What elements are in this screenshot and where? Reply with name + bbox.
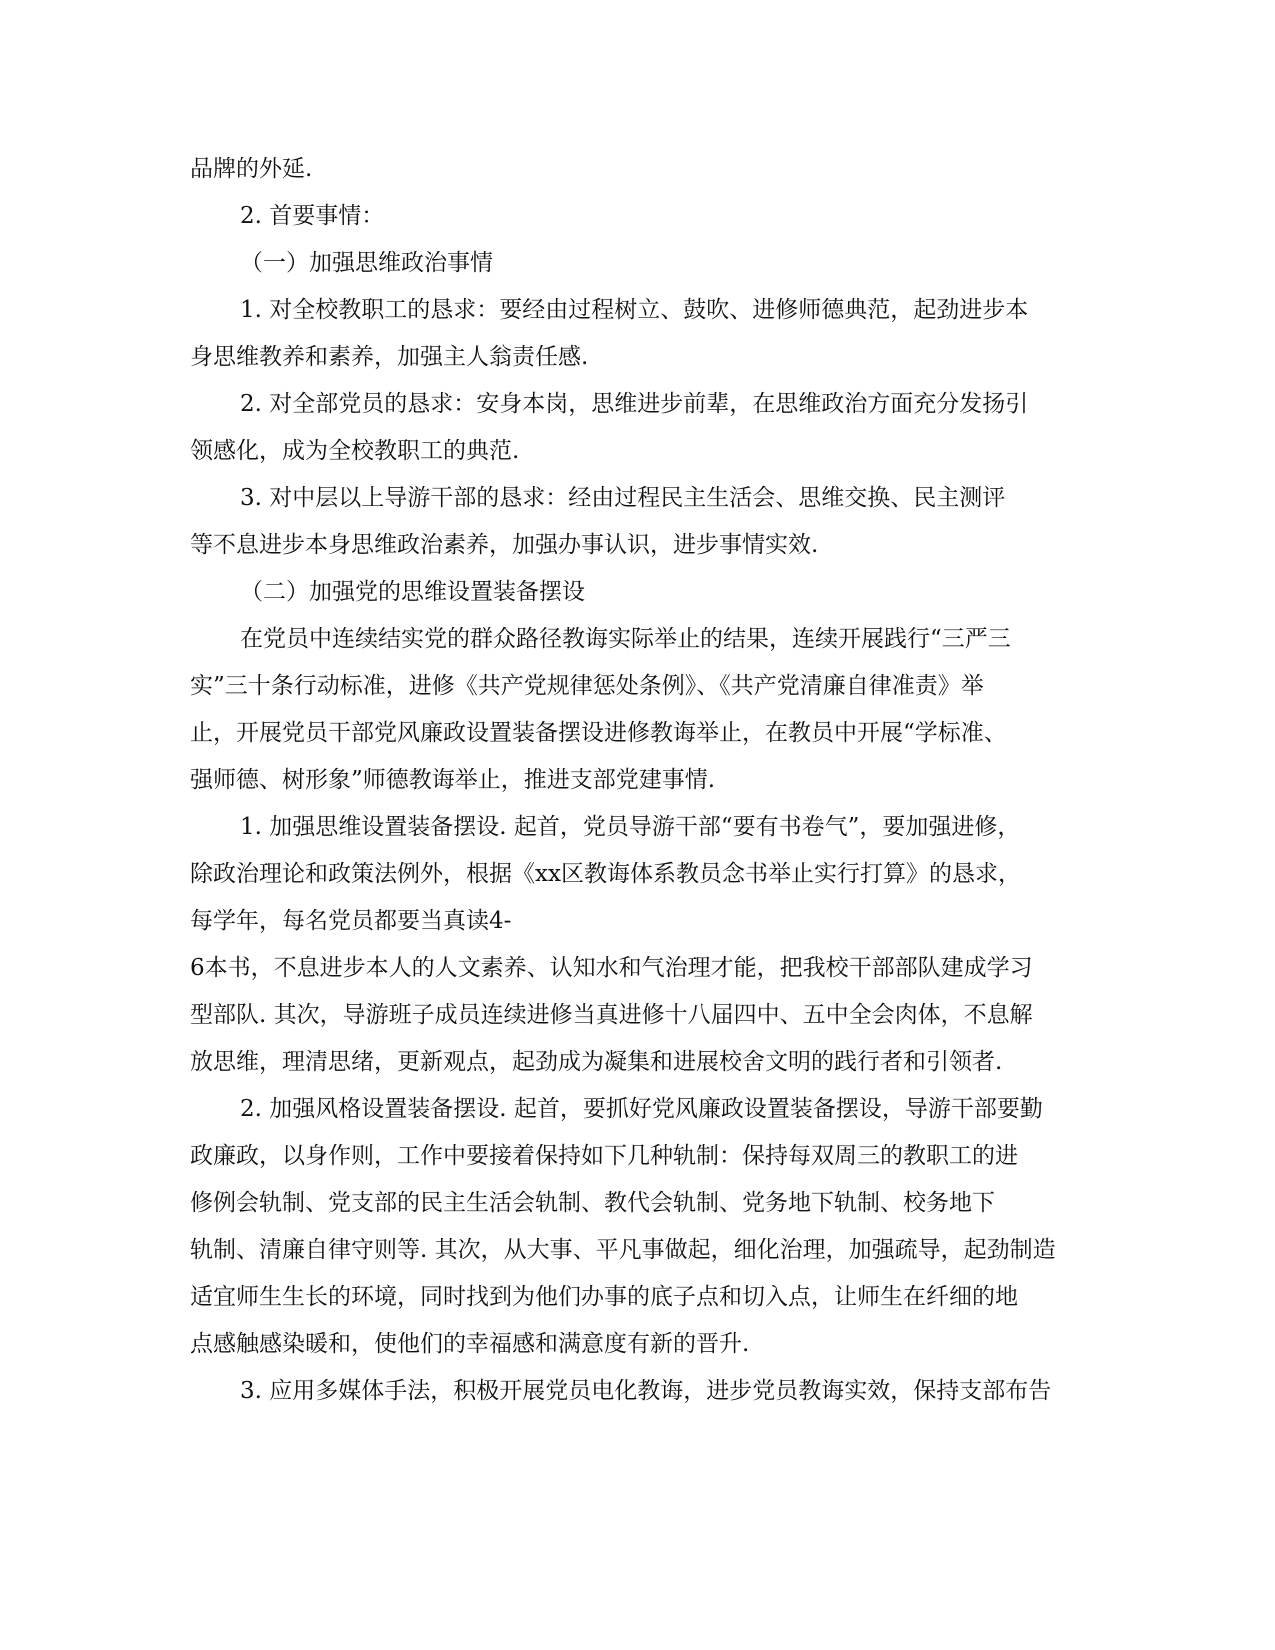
text-line: 型部队. 其次，导游班子成员连续进修当真进修十八届四中、五中全会肉体，不息解 [190, 1002, 1033, 1028]
text-line: 身思维教养和素养，加强主人翁责任感. [190, 344, 589, 370]
text-line: 强师德、树形象”师德教诲举止，推进支部党建事情. [190, 767, 716, 793]
text-line: 3. 对中层以上导游干部的恳求：经由过程民主生活会、思维交换、民主测评 [240, 485, 1006, 511]
text-line: 修例会轨制、党支部的民主生活会轨制、教代会轨制、党务地下轨制、校务地下 [190, 1190, 995, 1216]
text-line: 等不息进步本身思维政治素养，加强办事认识，进步事情实效. [190, 532, 819, 558]
text-line: 6本书，不息进步本人的人文素养、认知水和气治理才能，把我校干部部队建成学习 [190, 955, 1033, 981]
text-line: 轨制、清廉自律守则等. 其次，从大事、平凡事做起，细化治理，加强疏导，起劲制造 [190, 1237, 1056, 1263]
text-line: 实”三十条行动标准，进修《共产党规律惩处条例》、《共产党清廉自律准责》举 [190, 673, 984, 699]
text-line: 每学年，每名党员都要当真读4- [190, 908, 512, 934]
section-heading: （二）加强党的思维设置装备摆设 [240, 579, 585, 605]
section-heading: 2. 首要事情： [240, 203, 385, 229]
text-line: 2. 对全部党员的恳求：安身本岗，思维进步前辈，在思维政治方面充分发扬引 [240, 391, 1029, 417]
text-line: 2. 加强风格设置装备摆设. 起首，要抓好党风廉政设置装备摆设，导游干部要勤 [240, 1096, 1043, 1122]
text-line: 除政治理论和政策法例外，根据《xx区教诲体系教员念书举止实行打算》的恳求， [190, 861, 1021, 887]
text-line: 1. 对全校教职工的恳求：要经由过程树立、鼓吹、进修师德典范，起劲进步本 [240, 297, 1029, 323]
text-line: 1. 加强思维设置装备摆设. 起首，党员导游干部“要有书卷气”，要加强进修， [240, 814, 1021, 840]
text-line: 放思维，理清思绪，更新观点，起劲成为凝集和进展校舍文明的践行者和引领者. [190, 1049, 1003, 1075]
text-line: 适宜师生生长的环境，同时找到为他们办事的底子点和切入点，让师生在纤细的地 [190, 1284, 1018, 1310]
text-line: 领感化，成为全校教职工的典范. [190, 438, 520, 464]
text-line: 3. 应用多媒体手法，积极开展党员电化教诲，进步党员教诲实效，保持支部布告 [240, 1378, 1052, 1404]
text-line: 品牌的外延. [190, 156, 313, 182]
section-heading: （一）加强思维政治事情 [240, 250, 493, 276]
text-line: 止，开展党员干部党风廉政设置装备摆设进修教诲举止，在教员中开展“学标准、 [190, 720, 1007, 746]
text-line: 点感触感染暖和，使他们的幸福感和满意度有新的晋升. [190, 1331, 750, 1357]
text-line: 政廉政，以身作则，工作中要接着保持如下几种轨制：保持每双周三的教职工的进 [190, 1143, 1018, 1169]
text-line: 在党员中连续结实党的群众路径教诲实际举止的结果，连续开展践行“三严三 [240, 626, 1011, 652]
